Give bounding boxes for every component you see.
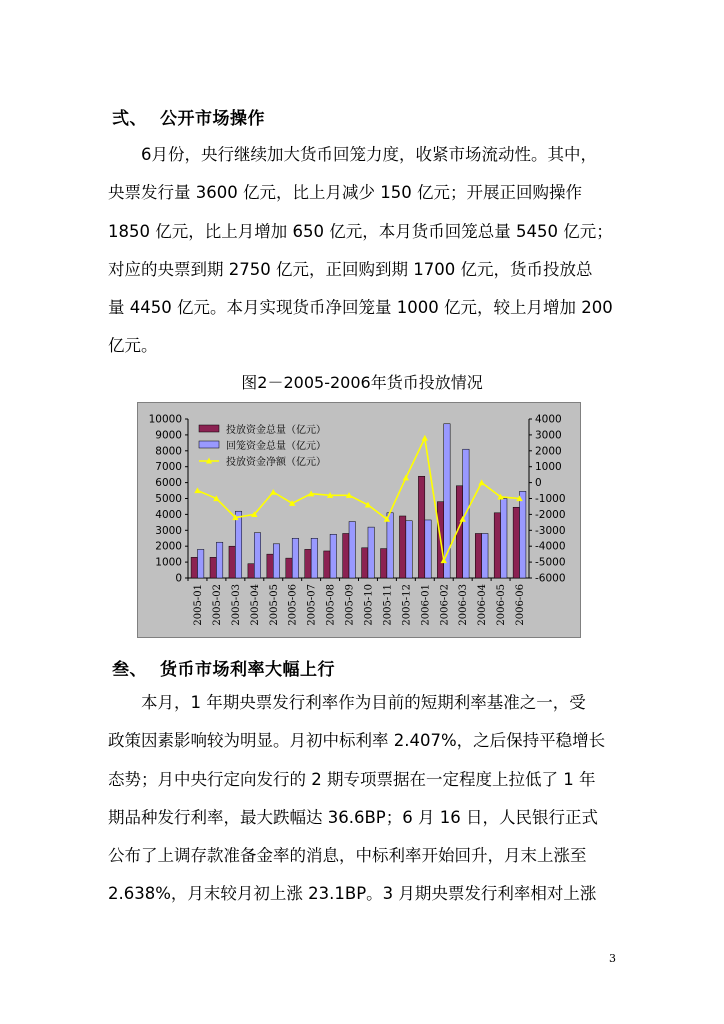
bar-withdraw-2006-01 [425, 520, 431, 578]
legend-label: 回笼资金总量（亿元） [226, 441, 326, 452]
right-tick-label: 2000 [535, 445, 562, 458]
left-tick-label: 6000 [155, 477, 182, 490]
right-tick-label: 1000 [535, 461, 562, 474]
x-tick-label: 2006-04 [477, 584, 489, 626]
right-tick-label: 4000 [535, 413, 562, 426]
right-tick-label: -6000 [535, 572, 566, 585]
paragraph-line: 亿元。 [108, 336, 158, 356]
x-tick-label: 2005-10 [363, 584, 375, 626]
paragraph-line: 2.638%，月末较月初上涨 23.1BP。3 月期央票发行利率相对上涨 [108, 884, 597, 904]
legend-label: 投放资金净额（亿元） [226, 457, 326, 468]
figure-caption: 图2－2005-2006年货币投放情况 [241, 373, 483, 392]
bar-withdraw-2005-07 [311, 538, 317, 578]
paragraph-line: 量 4450 亿元。本月实现货币净回笼量 1000 亿元，较上月增加 200 [108, 298, 613, 318]
money-supply-chart [137, 402, 581, 638]
bar-invest-2006-01 [418, 476, 424, 578]
right-tick-label: -5000 [535, 556, 566, 569]
legend-swatch [199, 425, 219, 432]
bar-withdraw-2006-05 [501, 499, 507, 579]
right-tick-label: -4000 [535, 540, 566, 553]
x-tick-label: 2006-01 [420, 584, 432, 626]
x-tick-label: 2005-01 [192, 584, 204, 626]
x-tick-label: 2005-11 [382, 584, 394, 626]
bar-invest-2006-06 [513, 507, 519, 578]
x-tick-label: 2005-04 [249, 584, 261, 626]
bar-invest-2006-04 [475, 533, 481, 578]
section-heading-open-market [112, 104, 265, 129]
bar-invest-2005-11 [381, 549, 387, 578]
bar-invest-2005-07 [305, 549, 311, 578]
paragraph-line: 期品种发行利率，最大跌幅达 36.6BP；6 月 16 日，人民银行正式 [108, 807, 598, 827]
section-title: 公开市场操作 [160, 109, 265, 129]
bar-withdraw-2005-08 [330, 534, 336, 578]
bar-withdraw-2005-09 [349, 522, 355, 578]
section-heading-money-market [112, 655, 335, 680]
bar-invest-2005-12 [399, 516, 405, 578]
bar-withdraw-2005-02 [216, 542, 222, 578]
bar-invest-2005-02 [210, 557, 216, 578]
paragraph-line: 政策因素影响较为明显。月初中标利率 2.407%，之后保持平稳增长 [108, 731, 606, 751]
paragraph-line: 1850 亿元，比上月增加 650 亿元，本月货币回笼总量 5450 亿元； [108, 221, 613, 241]
right-tick-label: -3000 [535, 524, 566, 537]
x-tick-label: 2005-06 [287, 584, 299, 626]
bar-invest-2005-10 [362, 548, 368, 578]
left-tick-label: 10000 [148, 413, 182, 426]
left-tick-label: 8000 [155, 445, 182, 458]
section-number: 叁、 [112, 660, 147, 680]
bar-withdraw-2005-04 [254, 533, 260, 578]
x-tick-label: 2005-02 [211, 584, 223, 626]
bar-withdraw-2005-06 [292, 538, 298, 578]
bar-invest-2005-01 [191, 557, 197, 578]
legend-swatch [199, 441, 219, 448]
bar-invest-2005-06 [286, 558, 292, 578]
bar-invest-2005-09 [343, 533, 349, 578]
left-tick-label: 9000 [155, 429, 182, 442]
bar-withdraw-2005-05 [273, 544, 279, 578]
x-tick-label: 2005-12 [401, 584, 413, 626]
paragraph-line: 本月，1 年期央票发行利率作为目前的短期利率基准之一，受 [108, 693, 586, 712]
bar-withdraw-2005-03 [235, 511, 241, 578]
bar-invest-2005-08 [324, 551, 330, 578]
bar-withdraw-2005-01 [197, 549, 203, 578]
x-tick-label: 2005-08 [325, 584, 337, 626]
left-tick-label: 5000 [155, 493, 182, 505]
money-market-paragraph [108, 684, 624, 914]
bar-invest-2005-03 [229, 546, 235, 578]
x-tick-label: 2005-09 [344, 584, 356, 626]
right-tick-label: -1000 [535, 493, 566, 505]
left-tick-label: 4000 [155, 508, 182, 521]
bar-withdraw-2005-12 [406, 521, 412, 578]
paragraph-line: 6月份，央行继续加大货币回笼力度，收紧市场流动性。其中， [108, 145, 597, 164]
paragraph-line: 态势；月中央行定向发行的 2 期专项票据在一定程度上拉低了 1 年 [108, 769, 596, 789]
bar-withdraw-2006-04 [482, 533, 488, 578]
x-tick-label: 2005-03 [230, 584, 242, 626]
right-tick-label: -2000 [535, 508, 566, 521]
left-tick-label: 0 [175, 572, 182, 585]
bar-invest-2006-05 [494, 513, 500, 578]
x-tick-label: 2005-05 [268, 584, 280, 626]
bar-invest-2005-04 [248, 564, 254, 578]
x-tick-label: 2006-03 [458, 584, 470, 626]
paragraph-line: 央票发行量 3600 亿元，比上月减少 150 亿元；开展正回购操作 [108, 183, 582, 203]
x-tick-label: 2006-05 [496, 584, 508, 626]
bar-withdraw-2005-11 [387, 513, 393, 578]
bar-invest-2005-05 [267, 554, 273, 578]
left-tick-label: 2000 [155, 540, 182, 553]
section-title: 货币市场利率大幅上行 [160, 660, 335, 680]
left-tick-label: 7000 [155, 461, 182, 474]
bar-withdraw-2005-10 [368, 527, 374, 578]
x-tick-label: 2005-07 [306, 584, 318, 626]
chart-legend [199, 423, 326, 468]
right-tick-label: 0 [535, 477, 542, 490]
open-market-paragraph [108, 136, 624, 366]
section-number: 弍、 [112, 109, 147, 129]
paragraph-line: 公布了上调存款准备金率的消息，中标利率开始回升，月末上涨至 [108, 846, 587, 866]
x-tick-label: 2006-02 [439, 584, 451, 626]
bar-withdraw-2006-06 [520, 491, 526, 578]
left-tick-label: 1000 [155, 556, 182, 569]
paragraph-line: 对应的央票到期 2750 亿元，正回购到期 1700 亿元，货币投放总 [108, 259, 593, 279]
page-number: 3 [609, 952, 616, 965]
legend-label: 投放资金总量（亿元） [226, 425, 326, 436]
right-tick-label: 3000 [535, 429, 562, 442]
x-tick-label: 2006-06 [515, 584, 527, 626]
left-tick-label: 3000 [155, 524, 182, 537]
